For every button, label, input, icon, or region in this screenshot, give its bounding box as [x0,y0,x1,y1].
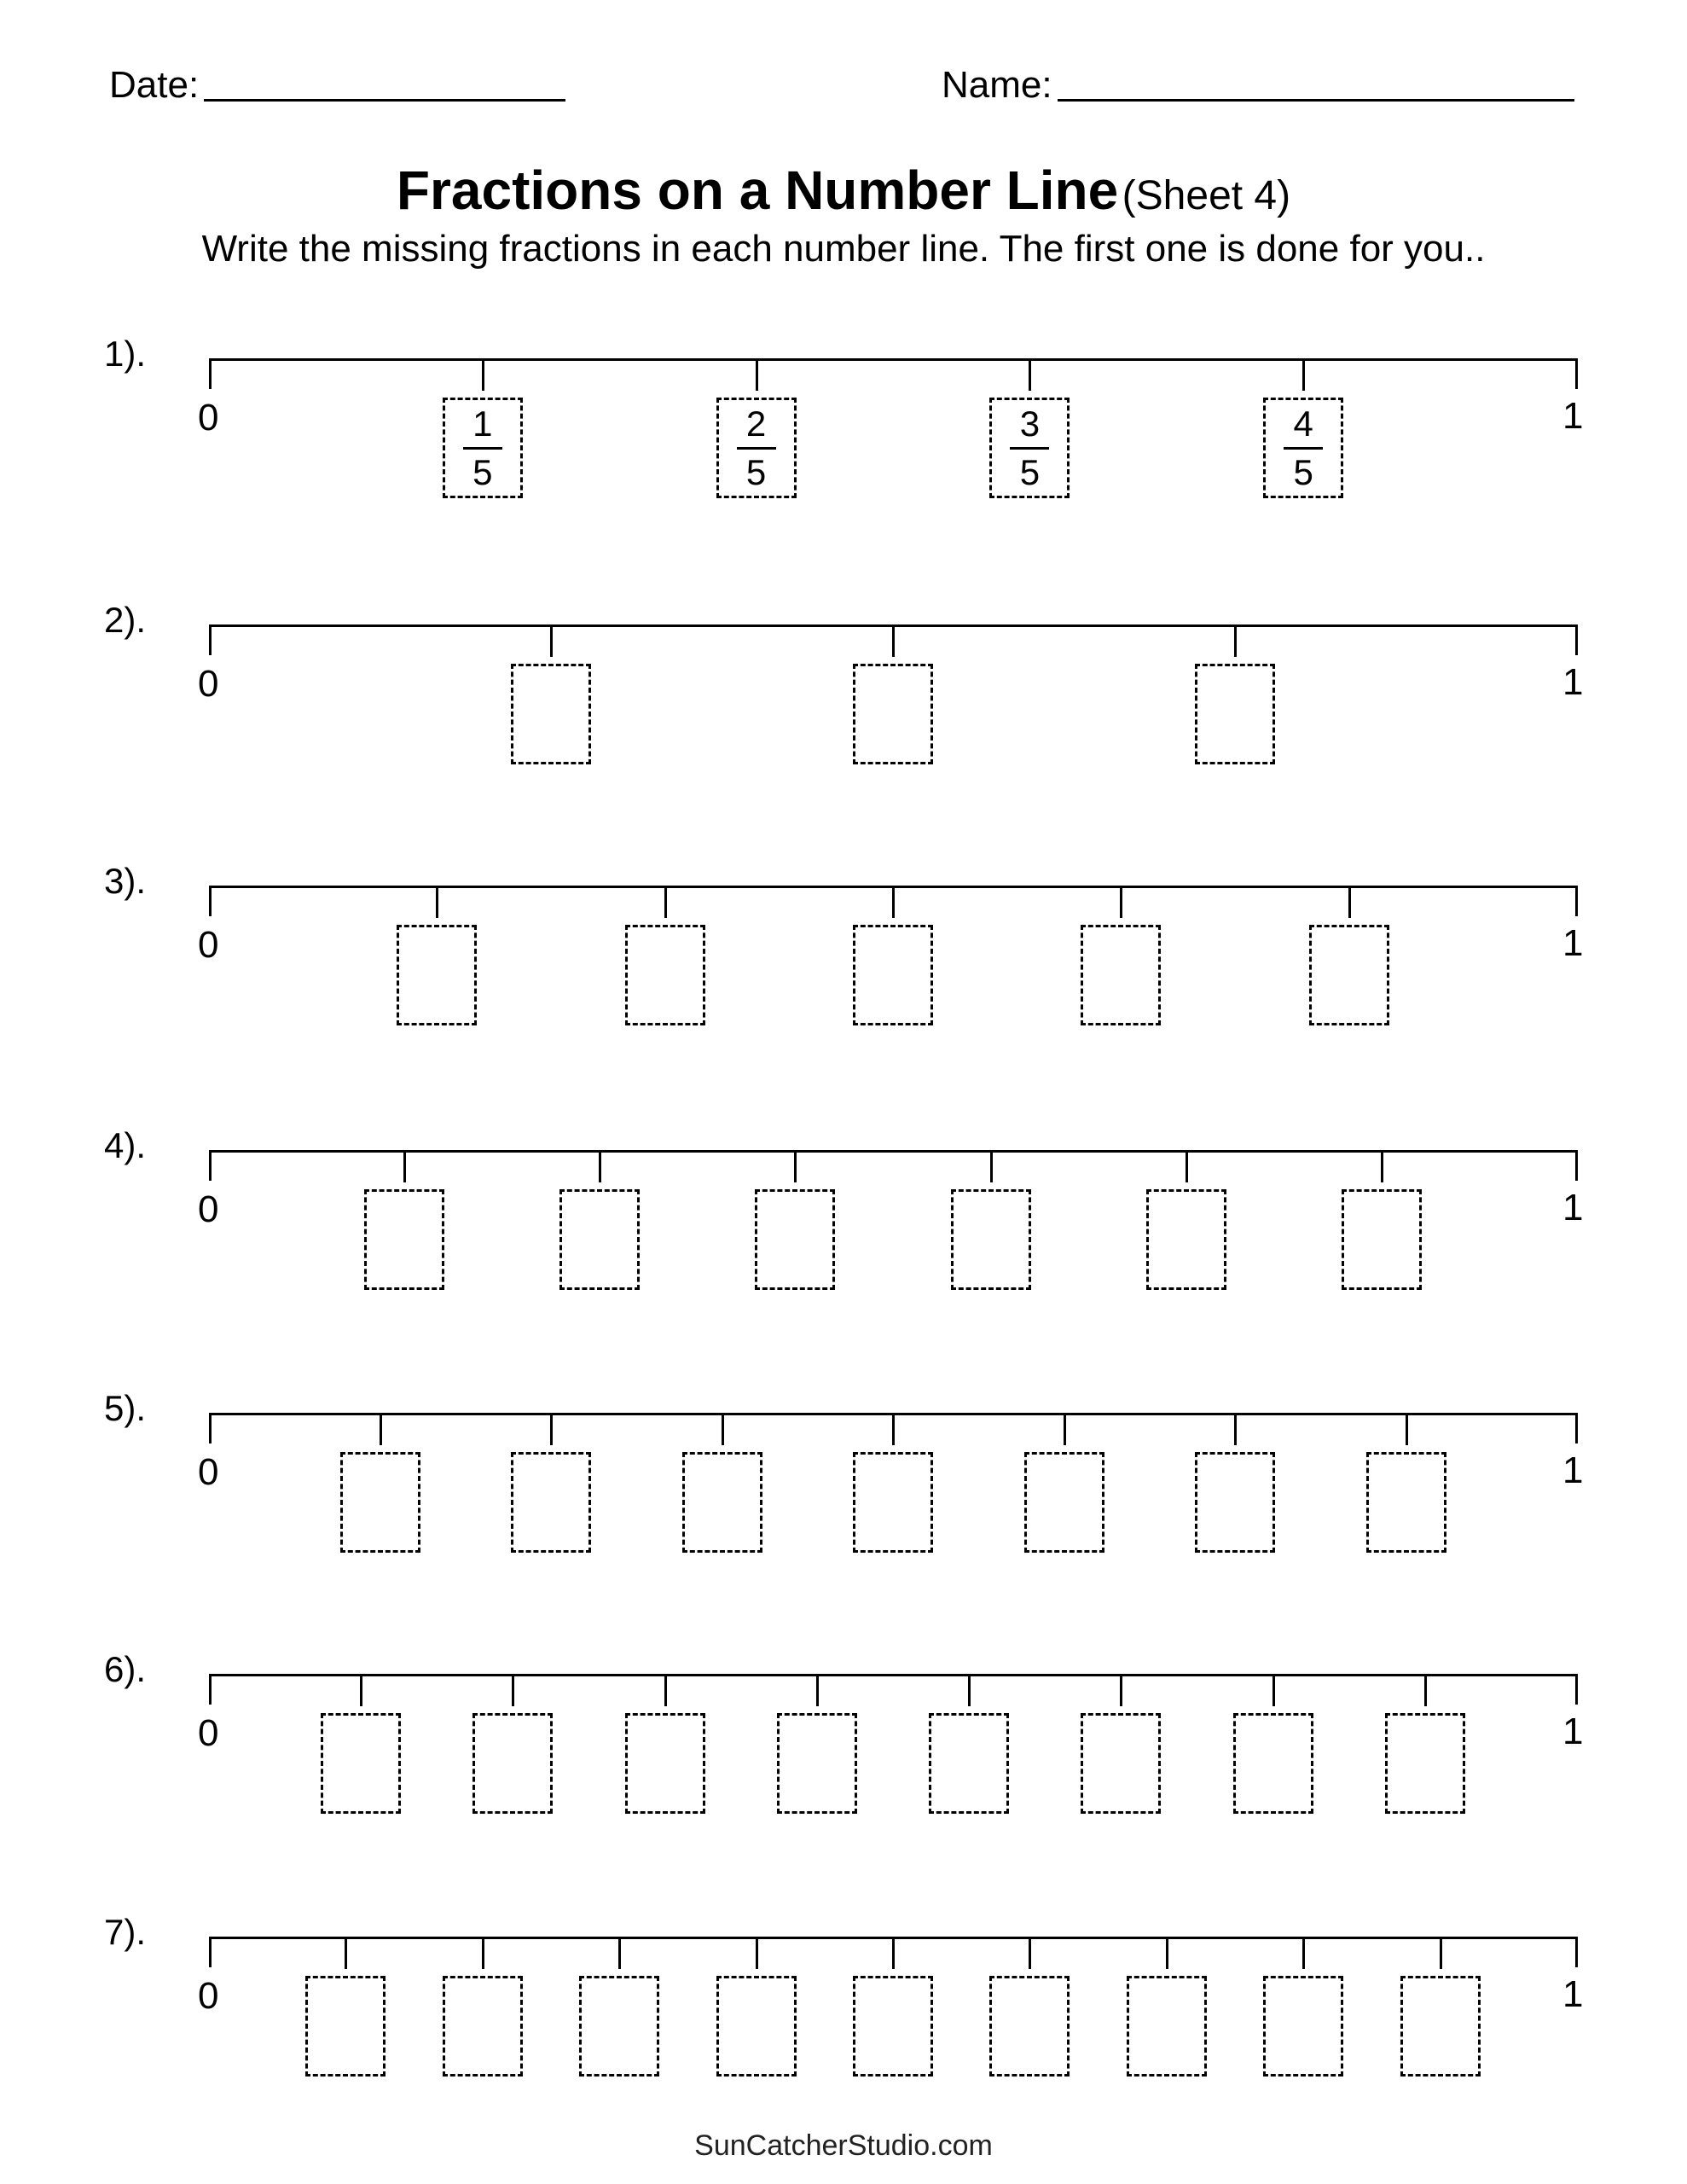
answer-box-filled [443,398,523,498]
tick-mark [618,1937,621,1969]
problem-4 [0,1125,1687,1338]
answer-box[interactable] [559,1189,640,1290]
date-label: Date: [109,64,200,106]
end-label: 1 [1562,395,1584,437]
problem-6 [0,1649,1687,1862]
tick-mark [482,1937,484,1969]
fraction-denominator: 5 [745,451,767,492]
start-tick [209,1150,212,1181]
answer-box[interactable] [682,1452,762,1553]
answer-box[interactable] [1195,1452,1275,1553]
end-tick [1575,358,1578,389]
problem-number: 3). [104,861,147,901]
end-label: 1 [1562,661,1584,703]
title-main: Fractions on a Number Line [396,160,1119,221]
tick-mark [722,1413,724,1445]
answer-box[interactable] [340,1452,420,1553]
problem-7 [0,1912,1687,2124]
number-line [209,358,1577,361]
tick-mark [664,1674,667,1706]
tick-mark [1029,358,1031,391]
tick-mark [1348,886,1351,918]
answer-box[interactable] [1081,1713,1161,1814]
end-tick [1575,1674,1578,1705]
problem-number: 5). [104,1388,147,1428]
answer-box[interactable] [1309,925,1389,1025]
start-label: 0 [198,924,219,966]
fraction-denominator: 5 [1293,451,1313,492]
problem-5 [0,1388,1687,1600]
answer-box[interactable] [777,1713,857,1814]
tick-mark [1406,1413,1408,1445]
answer-box[interactable] [511,664,591,764]
start-label: 0 [198,1188,219,1230]
answer-box[interactable] [305,1976,386,2077]
end-label: 1 [1562,1449,1584,1491]
answer-box[interactable] [755,1189,835,1290]
tick-mark [1166,1937,1168,1969]
answer-box[interactable] [1366,1452,1446,1553]
fraction-denominator: 5 [1019,451,1041,492]
answer-box[interactable] [1385,1713,1465,1814]
answer-box[interactable] [1195,664,1275,764]
instructions: Write the missing fractions in each number line. The first one is done for you.. [201,228,1486,270]
fraction-denominator: 5 [472,451,493,492]
tick-mark [816,1674,819,1706]
problem-number: 4). [104,1125,147,1165]
footer-credit: SunCatcherStudio.com [694,2129,993,2162]
fraction-numerator: 2 [745,403,767,444]
start-label: 0 [198,1975,219,2017]
start-tick [209,1937,212,1967]
fraction-bar [1010,447,1049,450]
answer-box[interactable] [625,925,705,1025]
problem-number: 6). [104,1649,147,1689]
end-tick [1575,1937,1578,1967]
fraction-bar [463,447,502,450]
tick-mark [1029,1937,1031,1969]
problem-number: 2). [104,600,147,640]
tick-mark [1064,1413,1066,1445]
answer-box[interactable] [853,925,933,1025]
start-tick [209,886,212,916]
answer-box[interactable] [853,1452,933,1553]
answer-box-filled [1263,398,1343,498]
answer-box[interactable] [951,1189,1031,1290]
start-tick [209,1674,212,1705]
tick-mark [990,1150,993,1182]
tick-mark [1424,1674,1427,1706]
tick-mark [892,1937,895,1969]
tick-mark [403,1150,406,1182]
end-tick [1575,886,1578,916]
fraction-numerator: 4 [1293,403,1313,444]
start-label: 0 [198,1451,219,1493]
end-label: 1 [1562,922,1584,964]
fraction-numerator: 3 [1019,403,1041,444]
answer-box[interactable] [716,1976,797,2077]
answer-box[interactable] [321,1713,401,1814]
tick-mark [1302,1937,1305,1969]
end-tick [1575,1150,1578,1181]
tick-mark [1302,358,1305,391]
start-tick [209,358,212,389]
answer-box[interactable] [511,1452,591,1553]
tick-mark [550,1413,553,1445]
fraction-bar [737,447,776,450]
answer-box[interactable] [1233,1713,1313,1814]
tick-mark [1186,1150,1188,1182]
answer-box[interactable] [853,664,933,764]
tick-mark [756,1937,758,1969]
tick-mark [512,1674,514,1706]
answer-box[interactable] [625,1713,705,1814]
problem-number: 7). [104,1912,147,1952]
fraction-bar [1284,447,1323,450]
start-label: 0 [198,397,219,439]
problem-3 [0,861,1687,1073]
tick-mark [1234,624,1237,657]
answer-box[interactable] [853,1976,933,2077]
answer-box[interactable] [1081,925,1161,1025]
start-tick [209,624,212,655]
start-tick [209,1413,212,1443]
answer-box[interactable] [929,1713,1009,1814]
tick-mark [1440,1937,1442,1969]
answer-box[interactable] [1127,1976,1207,2077]
tick-mark [892,1413,895,1445]
tick-mark [892,886,895,918]
answer-box[interactable] [989,1976,1070,2077]
name-label: Name: [942,64,1052,106]
answer-box[interactable] [397,925,477,1025]
problem-2 [0,600,1687,812]
tick-mark [1120,886,1122,918]
answer-box[interactable] [1400,1976,1481,2077]
end-label: 1 [1562,1973,1584,2015]
answer-box[interactable] [443,1976,523,2077]
end-tick [1575,624,1578,655]
number-line [209,1150,1577,1153]
tick-mark [599,1150,601,1182]
problem-number: 1). [104,334,147,374]
tick-mark [380,1413,382,1445]
answer-box[interactable] [1263,1976,1343,2077]
tick-mark [892,624,895,657]
answer-box[interactable] [1342,1189,1422,1290]
tick-mark [1120,1674,1122,1706]
tick-mark [1381,1150,1383,1182]
tick-mark [550,624,553,657]
tick-mark [794,1150,797,1182]
answer-box-filled [989,398,1070,498]
tick-mark [1234,1413,1237,1445]
fraction-numerator: 1 [472,403,493,444]
answer-box[interactable] [472,1713,553,1814]
answer-box-filled [716,398,797,498]
problem-1 [0,334,1687,546]
start-label: 0 [198,1712,219,1754]
tick-mark [664,886,667,918]
tick-mark [482,358,484,391]
answer-box[interactable] [364,1189,444,1290]
number-line [209,1674,1577,1676]
end-label: 1 [1562,1187,1584,1228]
tick-mark [436,886,438,918]
answer-box[interactable] [579,1976,659,2077]
tick-mark [756,358,758,391]
end-tick [1575,1413,1578,1443]
tick-mark [1272,1674,1275,1706]
answer-box[interactable] [1024,1452,1104,1553]
tick-mark [345,1937,347,1969]
title-sheet: (Sheet 4) [1122,173,1291,218]
end-label: 1 [1562,1711,1584,1752]
tick-mark [968,1674,971,1706]
start-label: 0 [198,663,219,705]
tick-mark [360,1674,362,1706]
answer-box[interactable] [1146,1189,1226,1290]
